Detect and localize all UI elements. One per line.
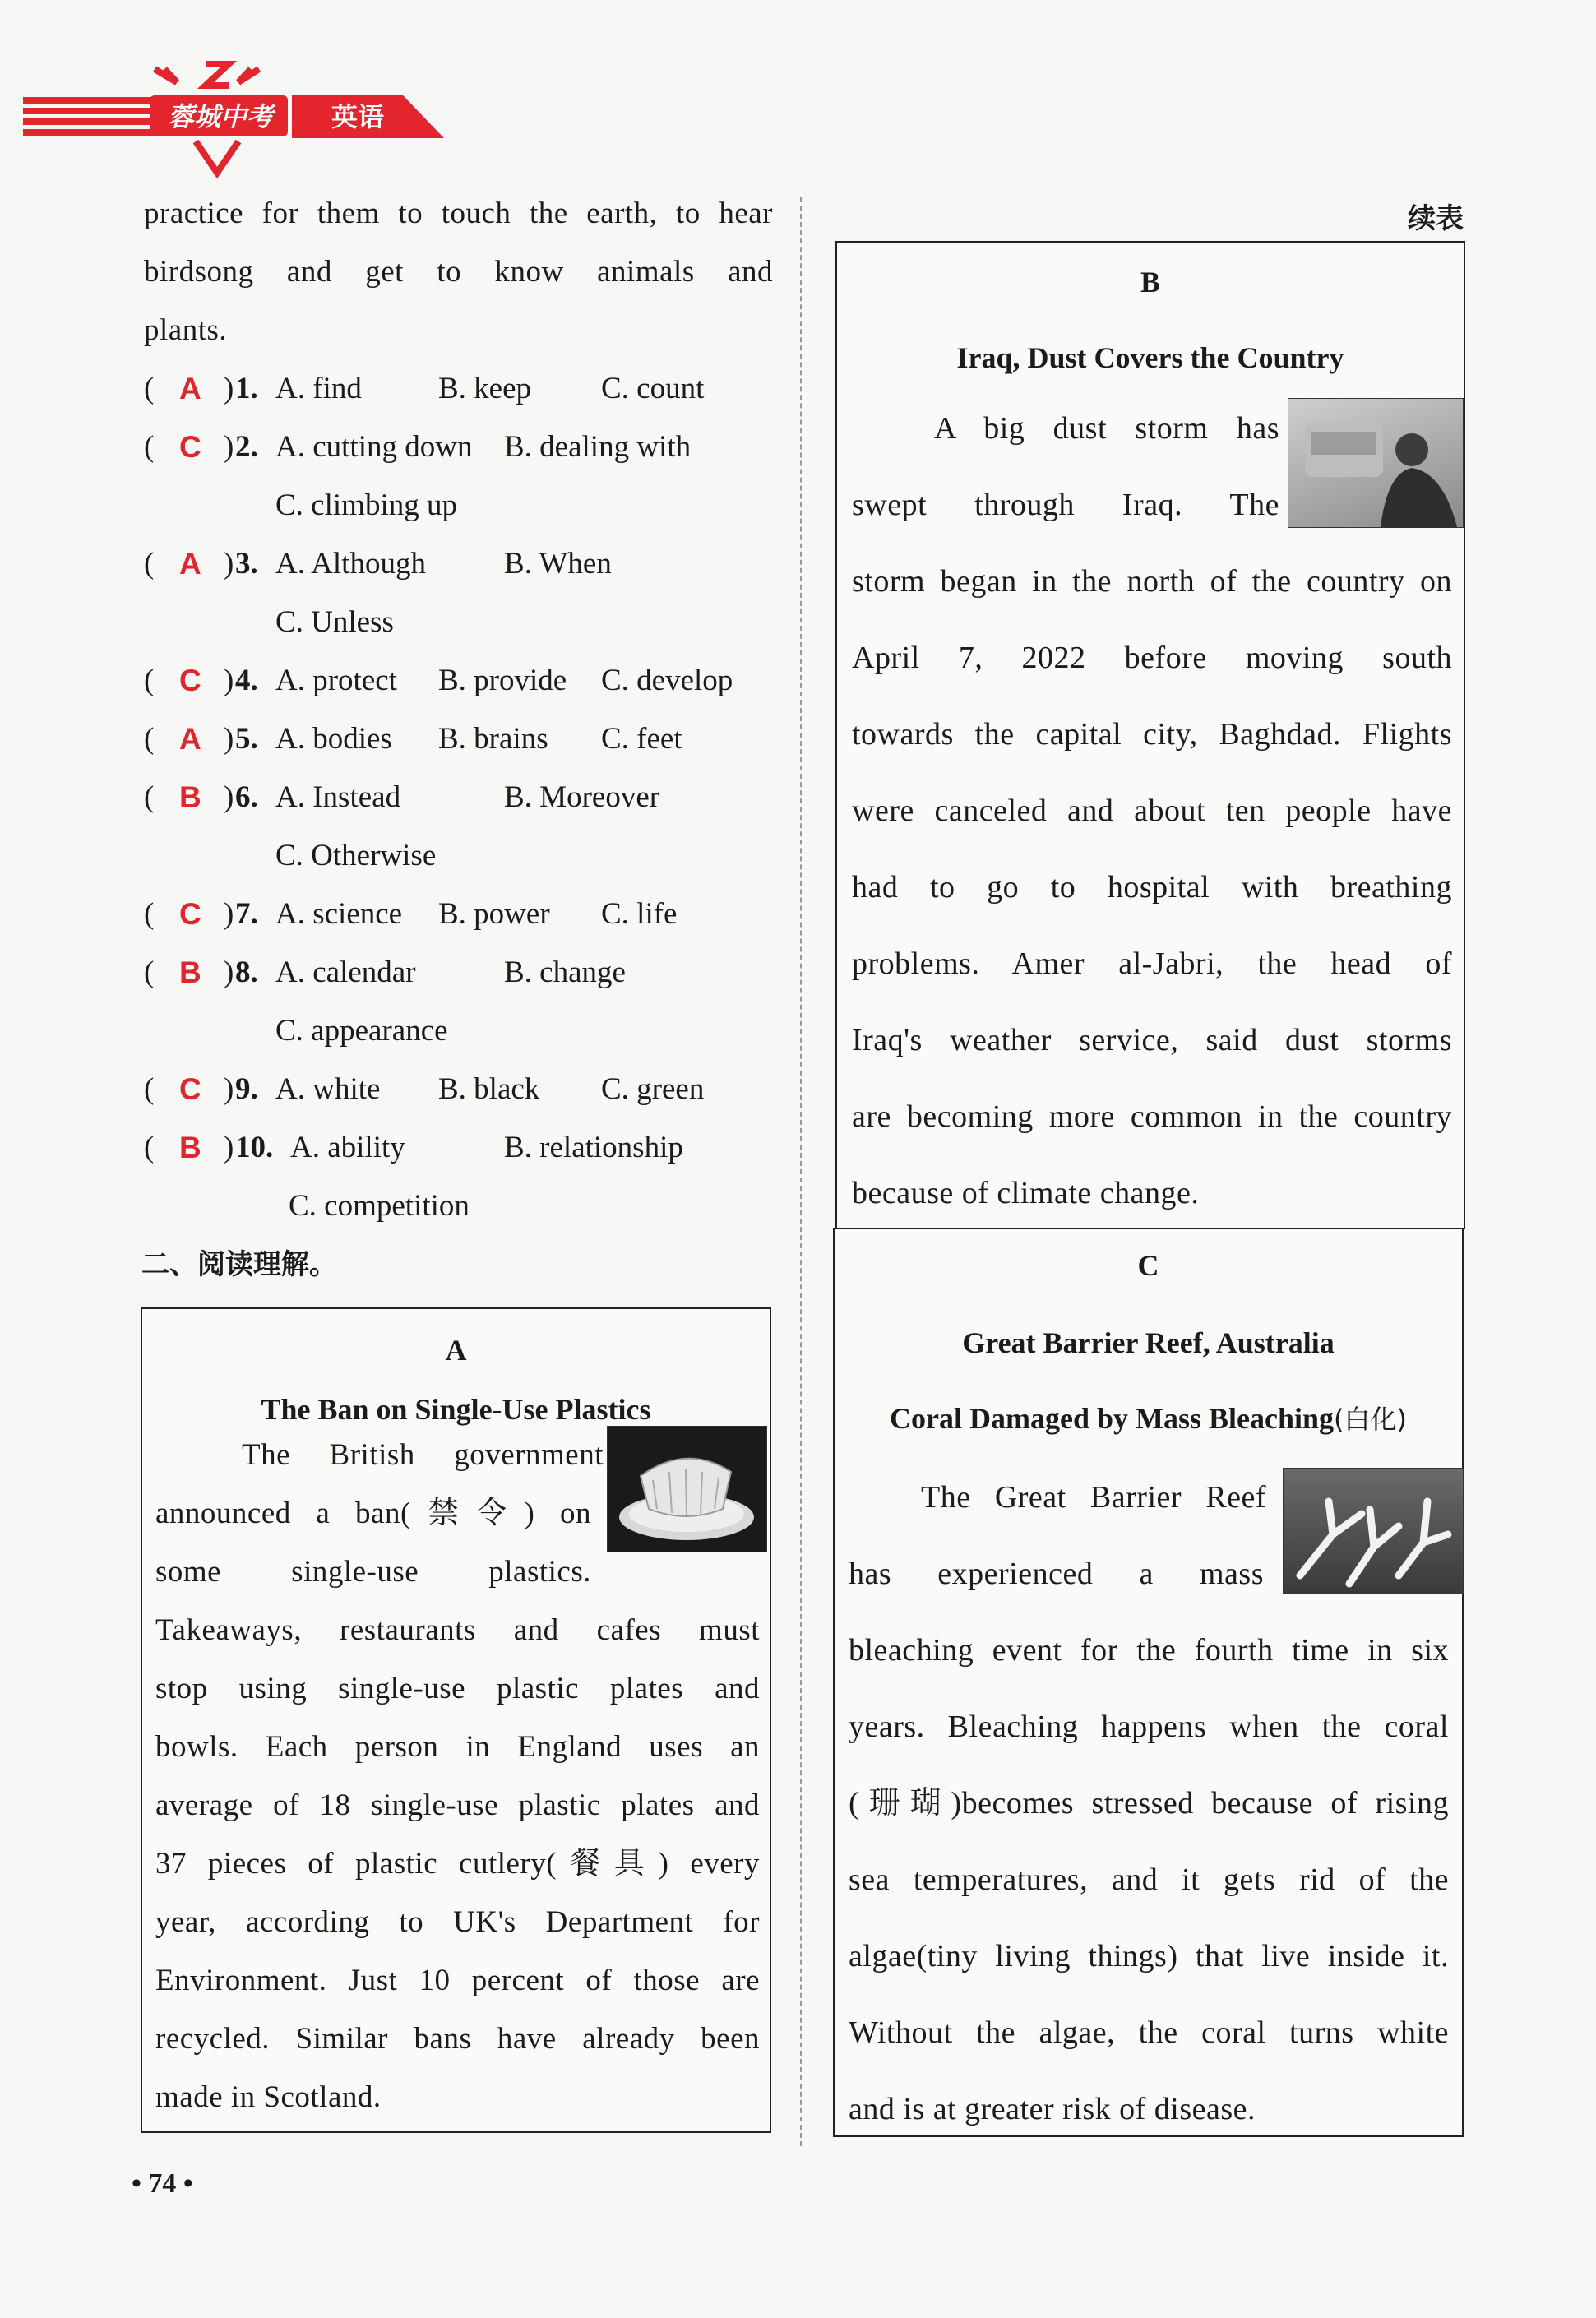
passage-a-box — [141, 1307, 771, 2133]
option-a: A. bodies — [275, 722, 392, 756]
answer-mark: B — [179, 955, 201, 989]
passage-subtitle — [835, 1394, 1462, 1444]
passage-c-body — [849, 1460, 1449, 2148]
question-number: 3. — [235, 547, 258, 581]
passage-letter: A — [445, 1334, 467, 1367]
subtitle-cn: (白化) — [1334, 1404, 1407, 1435]
question-number: 2. — [235, 430, 258, 464]
option-b: B. power — [438, 897, 550, 931]
answer-mark: A — [179, 372, 201, 405]
option-a: A. Although — [275, 547, 426, 581]
option-a: A. find — [275, 372, 362, 405]
option-a: A. science — [275, 897, 403, 931]
option-c: C. life — [601, 897, 678, 931]
passage-c-box — [833, 1228, 1464, 2137]
passage-title: Great Barrier Reef, Australia — [962, 1326, 1335, 1359]
option-b: B. keep — [438, 372, 532, 405]
option-a: A. protect — [275, 664, 397, 697]
passage-line: (珊瑚)becomes stressed because of rising — [849, 1786, 1449, 1821]
question-number: 10. — [235, 1131, 274, 1164]
question-number: 1. — [235, 372, 258, 405]
option-c: C. Unless — [275, 605, 394, 639]
passage-a-body — [155, 1426, 760, 2126]
passage-line: sea temperatures, and it gets rid of the — [849, 1862, 1449, 1897]
option-b: B. relationship — [504, 1131, 683, 1164]
option-c: C. competition — [289, 1189, 470, 1223]
question-number: 9. — [235, 1072, 258, 1106]
passage-line: announced a ban(禁令) on — [155, 1497, 591, 1530]
passage-line: recycled. Similar bans have already been — [155, 2022, 760, 2056]
passage-line: average of 18 single-use plastic plates and — [155, 1788, 760, 1822]
answer-mark: C — [179, 430, 201, 464]
answer-mark: C — [179, 1072, 201, 1106]
question-number: 4. — [235, 664, 258, 697]
continued-label: 续表 — [1408, 202, 1464, 235]
continuation-text — [144, 184, 773, 359]
passage-title: Iraq, Dust Covers the Country — [956, 341, 1344, 374]
passage-line: Iraq's weather service, said dust storms — [852, 1023, 1452, 1057]
option-b: B. black — [438, 1072, 540, 1106]
option-b: B. provide — [438, 664, 567, 697]
subject-label: 英语 — [331, 101, 384, 132]
header-banner — [0, 0, 460, 197]
passage-title: The Ban on Single-Use Plastics — [261, 1393, 651, 1426]
passage-letter: B — [1140, 266, 1160, 298]
option-a: A. cutting down — [275, 430, 473, 464]
continuation-line: plants. — [144, 313, 228, 347]
option-a: A. calendar — [275, 955, 416, 989]
section-heading: 二、阅读理解。 — [141, 1248, 337, 1281]
column-divider — [800, 197, 802, 2146]
option-b: B. Moreover — [504, 780, 660, 814]
passage-line: has experienced a mass — [849, 1557, 1264, 1591]
passage-line: because of climate change. — [852, 1176, 1200, 1210]
option-b: B. change — [504, 955, 626, 989]
passage-line: towards the capital city, Baghdad. Flights — [852, 717, 1452, 752]
continuation-line: practice for them to touch the earth, to hear — [144, 197, 773, 230]
passage-line: Environment. Just 10 percent of those are — [155, 1964, 760, 1997]
option-c: C. feet — [601, 722, 682, 756]
continuation-line: birdsong and get to know animals and — [144, 255, 773, 289]
answer-mark: A — [179, 547, 201, 581]
brand-text: 蓉城中考 — [167, 101, 273, 132]
passage-line: April 7, 2022 before moving south — [852, 641, 1452, 675]
option-a: A. white — [275, 1072, 381, 1106]
passage-line: had to go to hospital with breathing — [852, 870, 1452, 905]
passage-line: and is at greater risk of disease. — [849, 2092, 1256, 2126]
answer-mark: C — [179, 897, 201, 931]
option-c: C. green — [601, 1072, 705, 1106]
passage-b-body — [852, 391, 1452, 1232]
option-a: A. ability — [290, 1131, 405, 1164]
passage-line: bleaching event for the fourth time in six — [849, 1633, 1449, 1668]
passage-line: Takeaways, restaurants and cafes must — [155, 1613, 760, 1647]
answer-mark: B — [179, 780, 201, 814]
passage-line: algae(tiny living things) that live inside it. — [849, 1939, 1449, 1973]
option-c: C. Otherwise — [275, 839, 437, 872]
passage-line: storm began in the north of the country on — [852, 564, 1452, 599]
passage-line: 37 pieces of plastic cutlery(餐具) every — [155, 1847, 760, 1881]
passage-line: The Great Barrier Reef — [921, 1480, 1266, 1515]
option-c: C. climbing up — [275, 488, 457, 522]
passage-line: problems. Amer al-Jabri, the head of — [852, 946, 1452, 981]
option-c: C. count — [601, 372, 705, 405]
question-number: 5. — [235, 722, 258, 756]
passage-line: years. Bleaching happens when the coral — [849, 1710, 1449, 1744]
option-b: B. brains — [438, 722, 548, 756]
option-b: B. When — [504, 547, 612, 581]
answer-mark: B — [179, 1131, 201, 1164]
passage-line: The British government — [242, 1438, 604, 1472]
passage-line: swept through Iraq. The — [852, 488, 1279, 522]
option-c: C. develop — [601, 664, 733, 697]
passage-line: made in Scotland. — [155, 2080, 382, 2114]
passage-line: stop using single-use plastic plates and — [155, 1672, 760, 1705]
answer-mark: C — [179, 664, 201, 697]
passage-line: are becoming more common in the country — [852, 1099, 1452, 1134]
passage-line: A big dust storm has — [934, 411, 1279, 446]
option-b: B. dealing with — [504, 430, 692, 464]
passage-line: bowls. Each person in England uses an — [155, 1730, 760, 1764]
passage-line: were canceled and about ten people have — [852, 793, 1452, 828]
passage-line: some single-use plastics. — [155, 1555, 591, 1589]
page-number-value: 74 — [148, 2168, 177, 2199]
question-number: 8. — [235, 955, 258, 989]
passage-line: Without the algae, the coral turns white — [849, 2015, 1449, 2050]
passage-letter: C — [1137, 1249, 1159, 1282]
passage-b-box — [835, 241, 1465, 1229]
question-number: 7. — [235, 897, 258, 931]
option-a: A. Instead — [275, 780, 401, 814]
subtitle-en: Coral Damaged by Mass Bleaching — [890, 1402, 1334, 1435]
option-c: C. appearance — [275, 1014, 448, 1048]
question-number: 6. — [235, 780, 258, 814]
answer-mark: A — [179, 722, 201, 756]
page-number: • 74 • — [132, 2168, 193, 2199]
passage-line: year, according to UK's Department for — [155, 1905, 760, 1939]
